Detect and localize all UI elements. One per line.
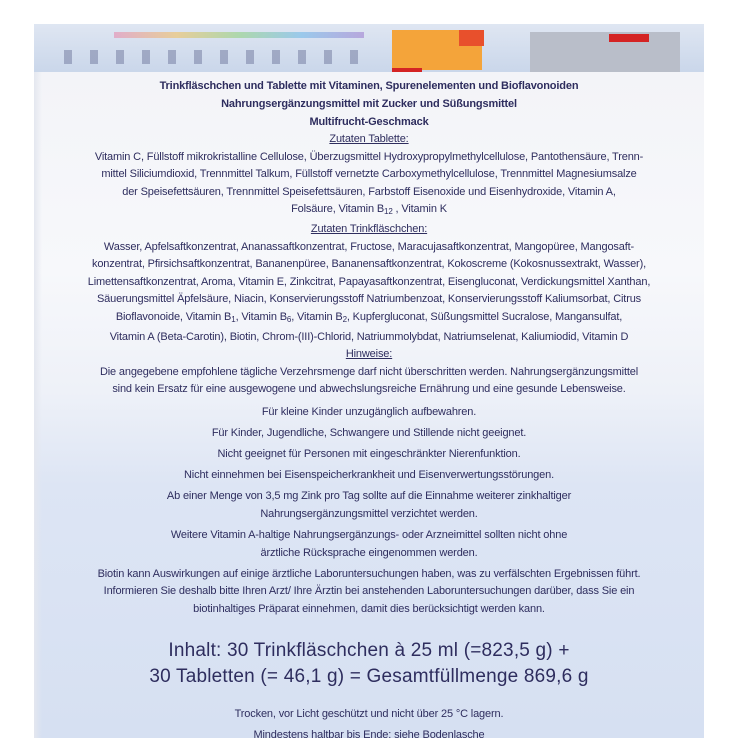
contents-line: 30 Tabletten (= 46,1 g) = Gesamtfüllmenge 869,6 g — [149, 665, 589, 687]
storage-info — [34, 704, 704, 746]
gray-panel-graphic — [530, 32, 680, 74]
icon-row-graphic — [64, 50, 364, 64]
title-line: Trinkfläschchen und Tablette mit Vitaminen, Spurenelementen und Bioflavonoiden — [159, 80, 579, 92]
red-mark-graphic — [609, 34, 649, 42]
subscript: 1 — [231, 314, 236, 324]
red-label-graphic — [459, 30, 484, 46]
notes-heading: Hinweise: — [345, 348, 393, 361]
ingredient-line: Wasser, Apfelsaftkonzentrat, Ananassaftkonzentrat, Fructose, Maracujasaftkonzentrat, Mangopüree, Mangosaft- — [103, 240, 635, 253]
storage-line: Mindestens haltbar bis Ende: siehe Bodenlasche — [253, 728, 485, 741]
note-line: Weitere Vitamin A-haltige Nahrungsergänzungs- oder Arzneimittel sollten nicht ohne — [170, 528, 568, 541]
note-line: Nicht einnehmen bei Eisenspeicherkrankheit und Eisenverwertungsstörungen. — [184, 469, 554, 482]
notes — [34, 364, 704, 619]
note-line: Nahrungsergänzungsmittel verzichtet werden. — [260, 507, 478, 520]
note-line: ärztliche Rücksprache eingenommen werden. — [260, 546, 478, 559]
text-segment: Folsäure, Vitamin B — [291, 203, 385, 216]
text-segment: Bioflavonoide, Vitamin B — [115, 310, 232, 323]
subscript: 6 — [286, 314, 292, 324]
note-item — [34, 404, 704, 422]
product-title — [34, 77, 704, 131]
text-segment: , Kupfergluconat, Süßungsmittel Sucralose, Mangansulfat, — [346, 310, 623, 323]
note-item — [34, 425, 704, 443]
ingredient-line — [34, 201, 704, 221]
note-item — [34, 566, 704, 619]
subscript: 12 — [384, 207, 393, 217]
ingredient-line: Vitamin A (Beta-Carotin), Biotin, Chrom-(III)-Chlorid, Natriummolybdat, Natriumselenat, Kaliumiodid, Vitamin D — [109, 330, 629, 343]
note-line: biotinhaltiges Präparat einnehmen, damit dies berücksichtigt werden kann. — [193, 602, 545, 615]
tablet-ingredients — [34, 149, 704, 221]
ingredient-line: konzentrat, Pfirsichsaftkonzentrat, Bananenpüree, Bananensaftkonzentrat, Kokoscreme (Kokosnussextrakt, Wasser), — [91, 258, 646, 271]
subscript: 2 — [342, 314, 347, 324]
tablet-ingredients-heading: Zutaten Tablette: — [329, 133, 409, 145]
note-item — [34, 446, 704, 464]
note-line: Ab einer Menge von 3,5 mg Zink pro Tag sollte auf die Einnahme weiterer zinkhaltiger — [166, 490, 572, 503]
text-segment: , Vitamin B — [235, 310, 287, 323]
text-segment: , Vitamin B — [291, 310, 343, 323]
note-line: Für kleine Kinder unzugänglich aufbewahren. — [261, 405, 477, 418]
note-line: Für Kinder, Jugendliche, Schwangere und Stillende nicht geeignet. — [211, 427, 527, 439]
note-item — [34, 527, 704, 562]
ingredient-line — [34, 309, 704, 329]
label-text — [34, 77, 704, 746]
title-line: Multifrucht-Geschmack — [309, 116, 429, 128]
ingredient-line: Säuerungsmittel Äpfelsäure, Niacin, Konservierungsstoff Natriumbenzoat, Konservierungsstoff Kaliumsorbat, Citrus — [96, 293, 642, 306]
contents-line: Inhalt: 30 Trinkfläschchen à 25 ml (=823,5 g) + — [168, 639, 570, 661]
bottle-ingredients — [34, 239, 704, 347]
note-line: Die angegebene empfohlene tägliche Verzehrsmenge darf nicht überschritten werden. Nahrungsergänzungsmittel — [99, 365, 639, 378]
ingredient-line: der Speisefettsäuren, Trennmittel Speisefettsäuren, Farbstoff Eisenoxide und Eisenhydroxide, Vitamin A, — [122, 185, 616, 198]
storage-line: Trocken, vor Licht geschützt und nicht über 25 °C lagern. — [234, 707, 504, 720]
ingredient-line: mittel Siliciumdioxid, Trennmittel Talkum, Füllstoff vernetzte Carboxymethylcellulose, Trennmittel Magnesiumsalze — [101, 168, 637, 181]
note-item — [34, 364, 704, 399]
text-segment: , Vitamin K — [392, 203, 447, 216]
contents-statement — [34, 638, 704, 690]
note-line: Informieren Sie deshalb bitte Ihren Arzt/ Ihre Ärztin bei anstehenden Laboruntersuchungen darüber, dass Sie ein — [103, 585, 635, 598]
package-top-flap — [34, 24, 704, 74]
note-line: sind kein Ersatz für eine ausgewogene und abwechslungsreiche Ernährung und eine gesunde Lebensweise. — [112, 383, 626, 396]
note-item — [34, 467, 704, 485]
note-line: Nicht geeignet für Personen mit eingeschränkter Nierenfunktion. — [217, 448, 521, 461]
ingredient-line: Limettensaftkonzentrat, Aroma, Vitamin E, Zinkcitrat, Papayasaftkonzentrat, Eisengluconat, Verdickungsmittel Xanthan, — [87, 275, 651, 288]
note-line: Biotin kann Auswirkungen auf einige ärztliche Laboruntersuchungen haben, was zu verfälschten Ergebnissen führt. — [97, 567, 641, 580]
note-item — [34, 488, 704, 523]
rainbow-graphic — [114, 32, 364, 38]
bottle-ingredients-heading: Zutaten Trinkfläschchen: — [310, 222, 428, 235]
title-line: Nahrungsergänzungsmittel mit Zucker und Süßungsmittel — [221, 98, 517, 110]
ingredient-line: Vitamin C, Füllstoff mikrokristalline Cellulose, Überzugsmittel Hydroxypropylmethylcellulose, Pantothensäure, Trenn- — [94, 150, 644, 163]
